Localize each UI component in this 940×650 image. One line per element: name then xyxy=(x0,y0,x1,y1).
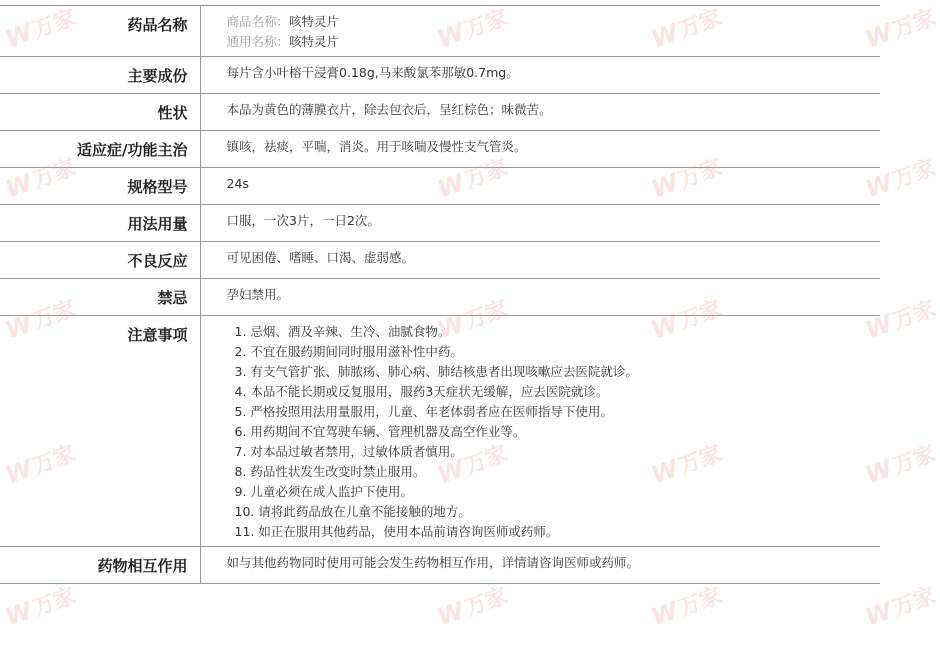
watermark-w-icon: W xyxy=(433,168,469,204)
watermark-w-icon: W xyxy=(647,596,683,632)
watermark-logo: W万家 xyxy=(861,155,940,204)
watermark-logo: W万家 xyxy=(1,5,80,54)
label-specification: 规格型号 xyxy=(0,168,200,205)
watermark-w-icon: W xyxy=(647,18,683,54)
precaution-item: 2. 不宜在服药期间同时服用滋补性中药。 xyxy=(234,344,463,359)
watermark-logo: W万家 xyxy=(433,155,512,204)
watermark-logo: W万家 xyxy=(647,155,726,204)
trade-name-value: 咳特灵片 xyxy=(289,14,340,29)
watermark-logo: W万家 xyxy=(861,583,940,632)
label-dosage: 用法用量 xyxy=(0,205,200,242)
precaution-item: 7. 对本品过敏者禁用，过敏体质者慎用。 xyxy=(234,444,463,459)
label-adverse-reactions: 不良反应 xyxy=(0,242,200,279)
precaution-item: 5. 严格按照用法用量服用，儿童、年老体弱者应在医师指导下使用。 xyxy=(234,404,613,419)
value-dosage: 口服，一次3片，一日2次。 xyxy=(200,205,880,242)
generic-name-label: 通用名称： xyxy=(226,34,290,49)
watermark-logo: W万家 xyxy=(647,583,726,632)
label-ingredients: 主要成份 xyxy=(0,57,200,94)
row-precautions xyxy=(0,316,880,547)
precaution-item: 6. 用药期间不宜驾驶车辆、管理机器及高空作业等。 xyxy=(234,424,526,439)
watermark-w-icon: W xyxy=(647,309,683,345)
watermark-logo: W万家 xyxy=(1,155,80,204)
precaution-item: 3. 有支气管扩张、肺脓疡、肺心病、肺结核患者出现咳嗽应去医院就诊。 xyxy=(234,364,638,379)
watermark-w-icon: W xyxy=(1,309,37,345)
watermark-logo: W万家 xyxy=(433,296,512,345)
precaution-item: 1. 忌烟、酒及辛辣、生冷、油腻食物。 xyxy=(234,324,451,339)
trade-name-line xyxy=(227,12,873,32)
precaution-item: 8. 药品性状发生改变时禁止服用。 xyxy=(234,464,426,479)
watermark-logo: W万家 xyxy=(861,296,940,345)
value-adverse-reactions: 可见困倦、嗜睡、口渴、虚弱感。 xyxy=(200,242,880,279)
watermark-logo: W万家 xyxy=(1,583,80,632)
precaution-item: 11. 如正在服用其他药品，使用本品前请咨询医师或药师。 xyxy=(234,524,559,539)
value-precautions xyxy=(200,316,880,547)
value-indications: 镇咳，祛痰，平喘，消炎。用于咳喘及慢性支气管炎。 xyxy=(200,131,880,168)
precaution-item: 9. 儿童必须在成人监护下使用。 xyxy=(234,484,413,499)
row-interactions xyxy=(0,547,880,584)
precaution-item: 4. 本品不能长期或反复服用，服药3天症状无缓解，应去医院就诊。 xyxy=(234,384,609,399)
label-description: 性状 xyxy=(0,94,200,131)
value-ingredients: 每片含小叶榕干浸膏0.18g,马来酸氯苯那敏0.7mg。 xyxy=(200,57,880,94)
row-ingredients xyxy=(0,57,880,94)
row-contraindications xyxy=(0,279,880,316)
drug-spec-table xyxy=(0,5,880,584)
label-drug-name: 药品名称 xyxy=(0,6,200,57)
watermark-w-icon: W xyxy=(433,309,469,345)
row-dosage xyxy=(0,205,880,242)
watermark-w-icon: W xyxy=(861,454,897,490)
trade-name-label: 商品名称： xyxy=(226,14,290,29)
watermark-w-icon: W xyxy=(861,309,897,345)
watermark-logo: W万家 xyxy=(647,441,726,490)
watermark-logo: W万家 xyxy=(647,296,726,345)
watermark-w-icon: W xyxy=(433,596,469,632)
watermark-w-icon: W xyxy=(647,168,683,204)
watermark-w-icon: W xyxy=(1,18,37,54)
value-drug-name xyxy=(200,6,880,57)
generic-name-line xyxy=(227,32,873,52)
row-drug-name xyxy=(0,6,880,57)
watermark-w-icon: W xyxy=(861,18,897,54)
row-description xyxy=(0,94,880,131)
watermark-logo: W万家 xyxy=(433,441,512,490)
watermark-logo: W万家 xyxy=(647,5,726,54)
row-specification xyxy=(0,168,880,205)
watermark-logo: W万家 xyxy=(1,441,80,490)
precaution-item: 10. 请将此药品放在儿童不能接触的地方。 xyxy=(234,504,471,519)
watermark-w-icon: W xyxy=(433,18,469,54)
label-interactions: 药物相互作用 xyxy=(0,547,200,584)
watermark-logo: W万家 xyxy=(433,583,512,632)
label-contraindications: 禁忌 xyxy=(0,279,200,316)
precautions-list xyxy=(227,322,873,542)
watermark-w-icon: W xyxy=(433,454,469,490)
watermark-logo: W万家 xyxy=(1,296,80,345)
watermark-w-icon: W xyxy=(647,454,683,490)
value-interactions: 如与其他药物同时使用可能会发生药物相互作用，详情请咨询医师或药师。 xyxy=(200,547,880,584)
label-precautions: 注意事项 xyxy=(0,316,200,547)
label-indications: 适应症/功能主治 xyxy=(0,131,200,168)
watermark-w-icon: W xyxy=(861,596,897,632)
value-description: 本品为黄色的薄膜衣片，除去包衣后，呈红棕色；味微苦。 xyxy=(200,94,880,131)
watermark-logo: W万家 xyxy=(861,5,940,54)
watermark-w-icon: W xyxy=(1,168,37,204)
watermark-w-icon: W xyxy=(1,454,37,490)
watermark-logo: W万家 xyxy=(861,441,940,490)
generic-name-value: 咳特灵片 xyxy=(289,34,340,49)
row-adverse-reactions xyxy=(0,242,880,279)
watermark-w-icon: W xyxy=(861,168,897,204)
row-indications xyxy=(0,131,880,168)
watermark-logo: W万家 xyxy=(433,5,512,54)
watermark-w-icon: W xyxy=(1,596,37,632)
value-contraindications: 孕妇禁用。 xyxy=(200,279,880,316)
value-specification: 24s xyxy=(200,168,880,205)
